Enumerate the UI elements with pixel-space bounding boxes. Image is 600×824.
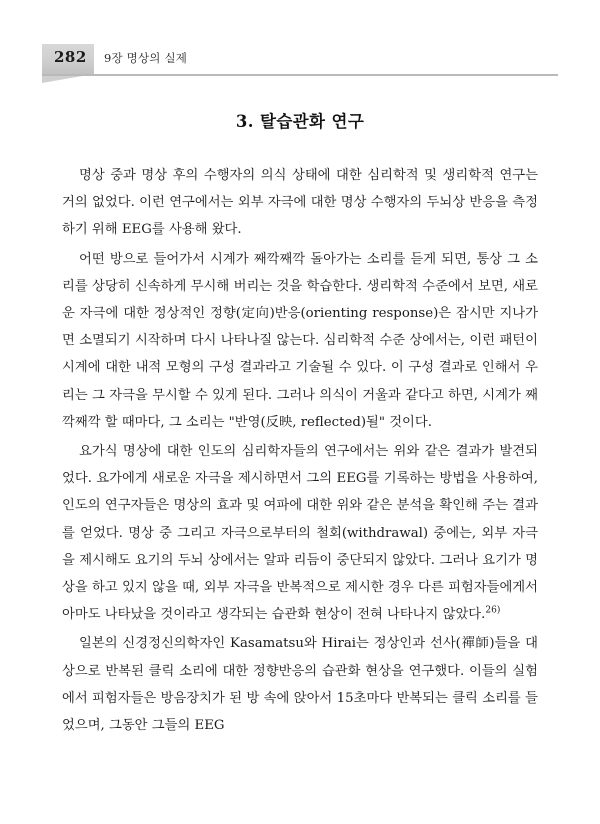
paragraph-text: 요가식 명상에 대한 인도의 심리학자들의 연구에서는 위와 같은 결과가 발견되었다. 요가에게 새로운 자극을 제시하면서 그의 EEG를 기록하는 방법을 사용하여, 인도의 연구자들은 명상의 효과 및 여파에 대한 위와 같은 분석을 확인해 주는 결과를 얻었다. 명상 중 그리고 자극으로부터의 철회(withdrawal) 중에는, 외부 자극을 제시해도 요기의 두뇌 상에서는 알파 리듬이 중단되지 않았다. 그러나 요기가 명상을 하고 있지 않을 때, 외부 자극을 반복적으로 제시한 경우 다른 피험자들에게서 아마도 나타났을 것이라고 생각되는 습관화 현상이 전혀 나타나지 않았다. — [62, 444, 538, 623]
chapter-title: 9장 명상의 실제 — [104, 51, 188, 65]
running-header — [42, 44, 558, 78]
body-paragraph: 명상 중과 명상 후의 수행자의 의식 상태에 대한 심리학적 및 생리학적 연구는 거의 없었다. 이런 연구에서는 외부 자극에 대한 명상 수행자의 두뇌상 반응을 측정하기 위해 EEG를 사용해 왔다. — [62, 168, 538, 238]
body-paragraph — [62, 438, 538, 628]
header-divider — [42, 74, 558, 76]
footnote-reference: 26) — [485, 605, 501, 616]
page-body — [62, 108, 538, 741]
body-paragraph: 어떤 방으로 들어가서 시계가 째깍째깍 돌아가는 소리를 듣게 되면, 통상 그 소리를 상당히 신속하게 무시해 버리는 것을 학습한다. 생리학적 수준에서 보면, 새로운 자극에 대한 정상적인 정향(定向)반응(orienting response)은 잠시만 지나가면 소멸되기 시작하며 다시 나타나질 않는다. 심리학적 수준 상에서는, 이런 패턴이 시계에 대한 내적 모형의 구성 결과라고 기술될 수 있다. 이 구성 결과로 인해서 우리는 그 자극을 무시할 수 있게 된다. 그러나 의식이 거울과 같다고 하면, 시계가 째깍째깍 할 때마다, 그 소리는 "반영(反映, reflected)될" 것이다. — [62, 251, 538, 430]
page-number: 282 — [54, 48, 87, 66]
body-paragraph: 일본의 신경정신의학자인 Kasamatsu와 Hirai는 정상인과 선사(禪師)들을 대상으로 반복된 클릭 소리에 대한 정향반응의 습관화 현상을 연구했다. 이들의 실험에서 피험자들은 방음장치가 된 방 속에 앉아서 15초마다 반복되는 클릭 소리를 들었으며, 그동안 그들의 EEG — [62, 636, 538, 734]
section-heading: 3. 탈습관화 연구 — [235, 112, 365, 131]
